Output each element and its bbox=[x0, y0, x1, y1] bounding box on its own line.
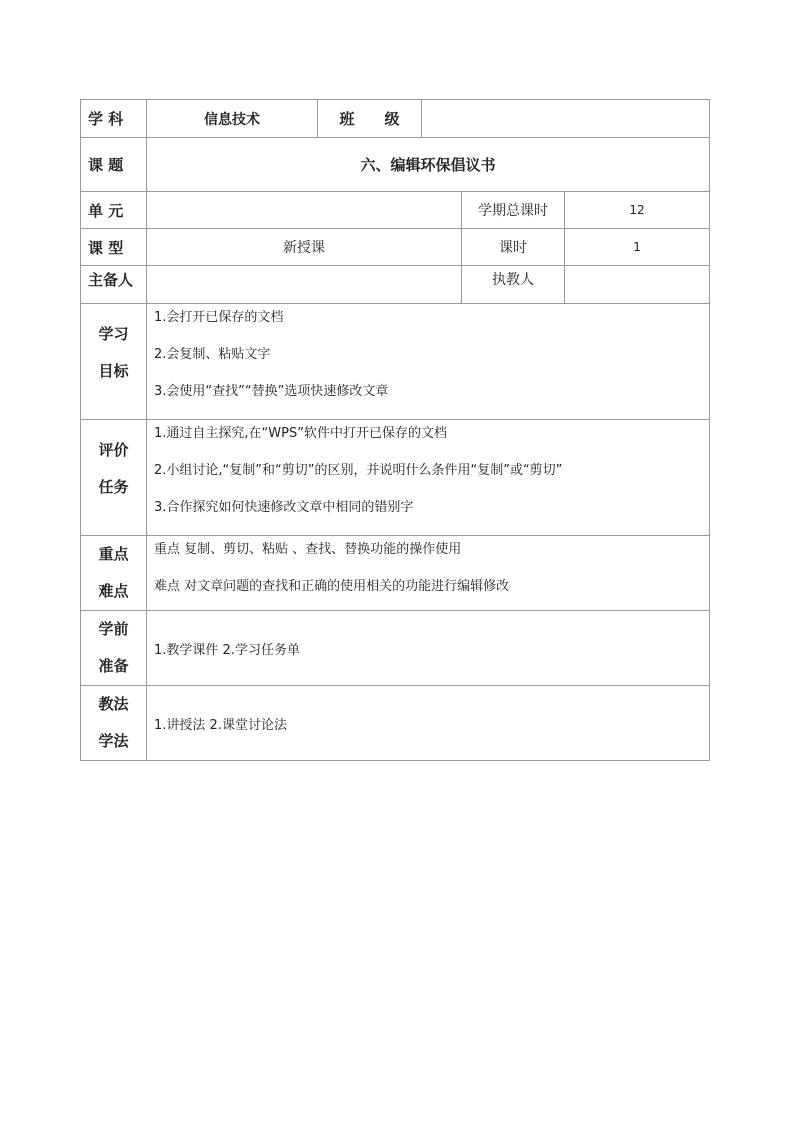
methods-content-cell bbox=[147, 686, 710, 761]
prep-label-cell bbox=[81, 611, 147, 686]
class-label-cell bbox=[318, 100, 422, 138]
subject-value: 信息技术 bbox=[204, 111, 260, 128]
focus-label-1: 重点 bbox=[98, 545, 129, 563]
prep-value: 1.教学课件 2.学习任务单 bbox=[154, 642, 300, 658]
row-prep bbox=[81, 611, 710, 686]
subject-value-cell bbox=[147, 100, 318, 138]
tasks-label-2: 任务 bbox=[98, 478, 129, 496]
goals-label-2: 目标 bbox=[98, 362, 129, 380]
goals-content-cell bbox=[147, 304, 710, 420]
lesson-type-value-cell bbox=[147, 229, 462, 266]
focus-content-cell bbox=[147, 536, 710, 611]
term-hours-label-cell bbox=[462, 192, 565, 229]
subject-label: 学 科 bbox=[88, 110, 124, 128]
task-item-3: 3.合作探究如何快速修改文章中相同的错别字 bbox=[154, 500, 414, 515]
tasks-content-cell bbox=[147, 420, 710, 536]
row-subject bbox=[81, 100, 710, 138]
term-hours-label: 学期总课时 bbox=[478, 203, 548, 219]
goals-label-1: 学习 bbox=[98, 325, 129, 343]
methods-label-cell bbox=[81, 686, 147, 761]
topic-value-cell bbox=[147, 138, 710, 192]
methods-label-1: 教法 bbox=[98, 695, 129, 713]
class-label: 班 级 bbox=[339, 110, 400, 128]
tasks-label-cell bbox=[81, 420, 147, 536]
goal-item-2: 2.会复制、粘贴文字 bbox=[154, 347, 271, 362]
goal-item-1: 1.会打开已保存的文档 bbox=[154, 310, 284, 325]
subject-label-cell bbox=[81, 100, 147, 138]
prep-label-1: 学前 bbox=[98, 620, 129, 638]
topic-value: 六、编辑环保倡议书 bbox=[360, 156, 496, 174]
lesson-type-label-cell bbox=[81, 229, 147, 266]
methods-label-2: 学法 bbox=[98, 732, 129, 750]
focus-list bbox=[147, 536, 709, 610]
goals-list bbox=[147, 304, 709, 419]
period-label-cell bbox=[462, 229, 565, 266]
task-item-2: 2.小组讨论,“复制”和“剪切”的区别，并说明什么条件用“复制”或“剪切” bbox=[154, 463, 563, 478]
tasks-list bbox=[147, 420, 709, 535]
difficulty-text: 难点 对文章问题的查找和正确的使用相关的功能进行编辑修改 bbox=[154, 579, 510, 594]
teacher-value-cell bbox=[565, 266, 710, 304]
topic-label: 课 题 bbox=[88, 156, 124, 174]
period-value-cell bbox=[565, 229, 710, 266]
tasks-label-1: 评价 bbox=[98, 441, 129, 459]
unit-label: 单 元 bbox=[88, 201, 124, 220]
key-point-text: 重点 复制、剪切、粘贴 、查找、替换功能的操作使用 bbox=[154, 542, 462, 557]
row-tasks bbox=[81, 420, 710, 536]
lesson-type-value: 新授课 bbox=[283, 240, 325, 256]
row-focus bbox=[81, 536, 710, 611]
preparer-value-cell bbox=[147, 266, 462, 304]
row-lesson-type bbox=[81, 229, 710, 266]
methods-value: 1.讲授法 2.课堂讨论法 bbox=[154, 717, 287, 733]
topic-label-cell bbox=[81, 138, 147, 192]
row-unit bbox=[81, 192, 710, 229]
row-topic bbox=[81, 138, 710, 192]
lesson-plan-table bbox=[80, 99, 710, 761]
task-item-1: 1.通过自主探究,在“WPS”软件中打开已保存的文档 bbox=[154, 426, 447, 441]
term-hours-value: 12 bbox=[629, 203, 645, 217]
goal-item-3: 3.会使用“查找”“替换”选项快速修改文章 bbox=[154, 384, 389, 399]
lesson-type-label: 课 型 bbox=[88, 238, 124, 257]
focus-label-2: 难点 bbox=[98, 582, 129, 600]
prep-label-2: 准备 bbox=[98, 657, 129, 675]
row-goals bbox=[81, 304, 710, 420]
prep-content-cell bbox=[147, 611, 710, 686]
preparer-label-cell bbox=[81, 266, 147, 304]
term-hours-value-cell bbox=[565, 192, 710, 229]
row-preparer bbox=[81, 266, 710, 304]
class-value-cell bbox=[422, 100, 710, 138]
teacher-label: 执教人 bbox=[492, 272, 534, 288]
focus-label-cell bbox=[81, 536, 147, 611]
period-label: 课时 bbox=[499, 240, 527, 256]
unit-label-cell bbox=[81, 192, 147, 229]
preparer-label: 主备人 bbox=[88, 271, 134, 289]
unit-value-cell bbox=[147, 192, 462, 229]
goals-label-cell bbox=[81, 304, 147, 420]
period-value: 1 bbox=[633, 240, 641, 254]
teacher-label-cell bbox=[462, 266, 565, 304]
row-methods bbox=[81, 686, 710, 761]
